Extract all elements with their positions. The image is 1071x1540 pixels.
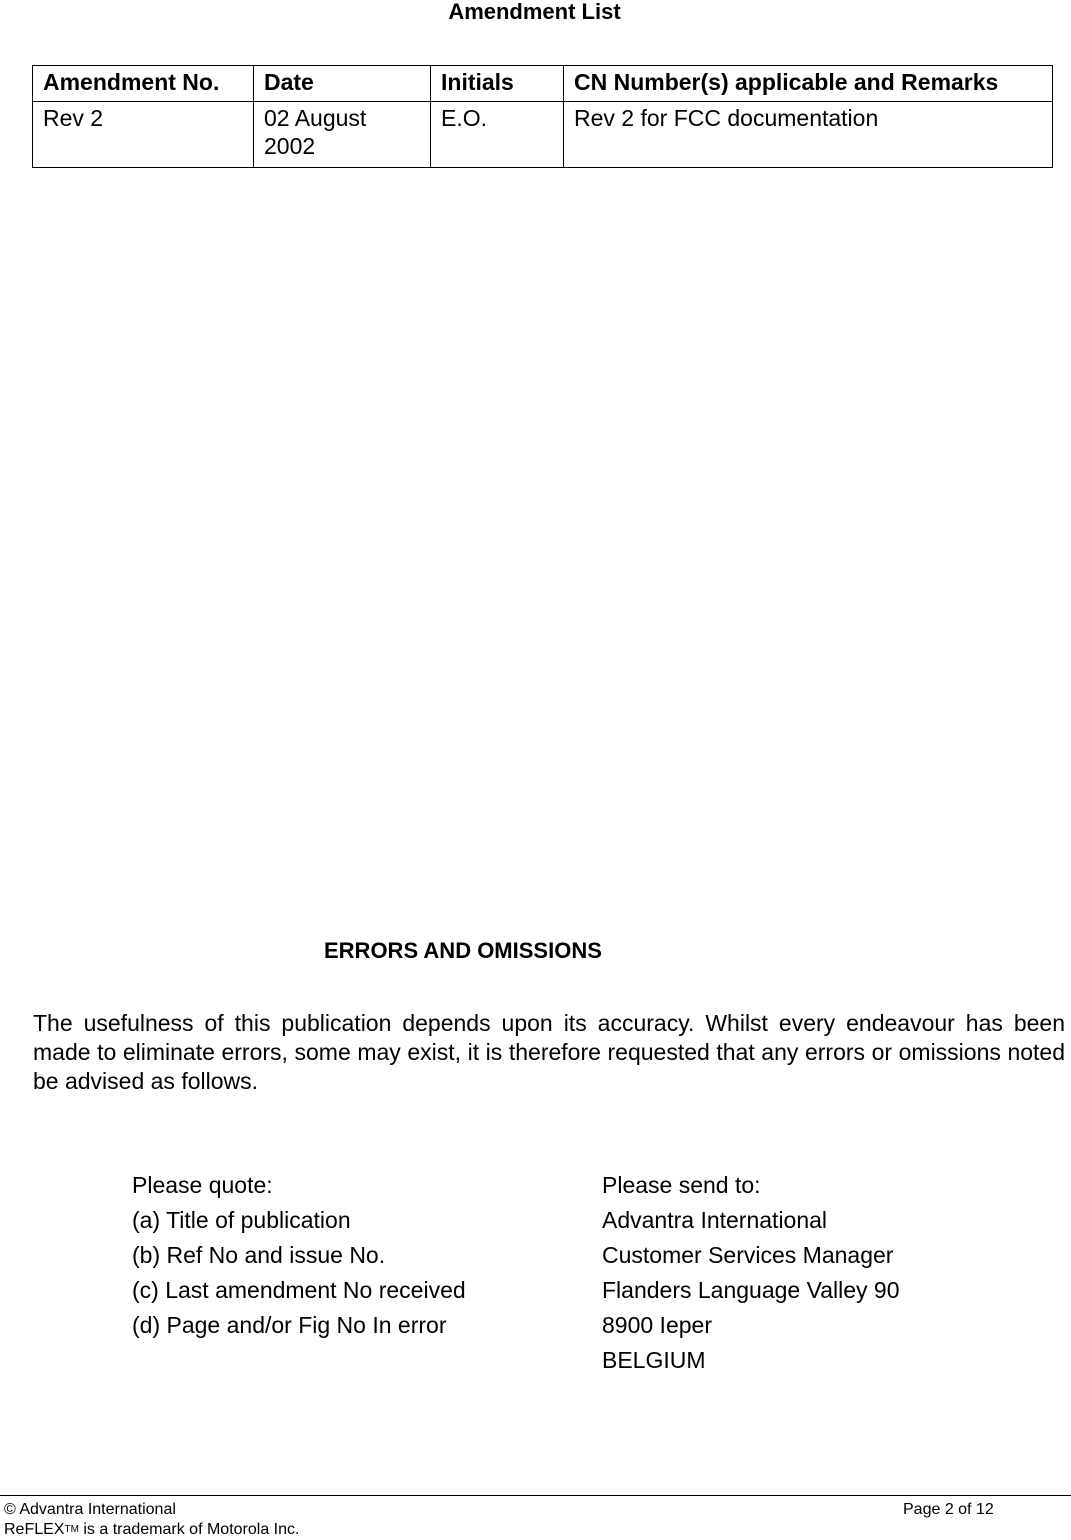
cell-remarks: Rev 2 for FCC documentation — [564, 102, 1053, 168]
footer-divider — [0, 1495, 1071, 1496]
table-header-row — [33, 66, 1053, 102]
address-line: Flanders Language Valley 90 — [602, 1277, 900, 1303]
page-number: Page 2 of 12 — [903, 1501, 994, 1518]
errors-paragraph: The usefulness of this publication depends upon its accuracy. Whilst every endeavour has been made to eliminate errors, some may exist, it is therefore requested that any errors or omissions noted be advised as follows. — [33, 1010, 1065, 1094]
footer-left — [4, 1500, 299, 1540]
cell-initials: E.O. — [431, 102, 564, 168]
header-initials: Initials — [431, 66, 564, 102]
quote-item: (c) Last amendment No received — [132, 1277, 466, 1303]
footer-copyright: © Advantra International — [4, 1501, 176, 1518]
quote-heading: Please quote: — [132, 1172, 273, 1198]
trademark-symbol: TM — [64, 1524, 79, 1535]
address-line: Advantra International — [602, 1207, 828, 1233]
quote-item: (a) Title of publication — [132, 1207, 351, 1233]
trademark-name: ReFLEX — [4, 1521, 65, 1538]
quote-item: (d) Page and/or Fig No In error — [132, 1312, 447, 1338]
table-row — [33, 102, 1053, 168]
cell-date: 02 August 2002 — [254, 102, 431, 168]
send-address — [602, 1168, 900, 1378]
send-heading: Please send to: — [602, 1172, 761, 1198]
address-line: BELGIUM — [602, 1347, 706, 1373]
amendment-table — [32, 65, 1053, 168]
header-remarks: CN Number(s) applicable and Remarks — [564, 66, 1053, 102]
trademark-text: is a trademark of Motorola Inc. — [78, 1521, 300, 1538]
quote-item: (b) Ref No and issue No. — [132, 1242, 386, 1268]
page-title: Amendment List — [448, 0, 621, 24]
header-amendment-no: Amendment No. — [33, 66, 254, 102]
footer-trademark — [4, 1520, 299, 1540]
address-line: 8900 Ieper — [602, 1312, 712, 1338]
quote-list — [132, 1168, 466, 1343]
errors-title: ERRORS AND OMISSIONS — [324, 938, 602, 963]
cell-amendment-no: Rev 2 — [33, 102, 254, 168]
header-date: Date — [254, 66, 431, 102]
address-line: Customer Services Manager — [602, 1242, 894, 1268]
